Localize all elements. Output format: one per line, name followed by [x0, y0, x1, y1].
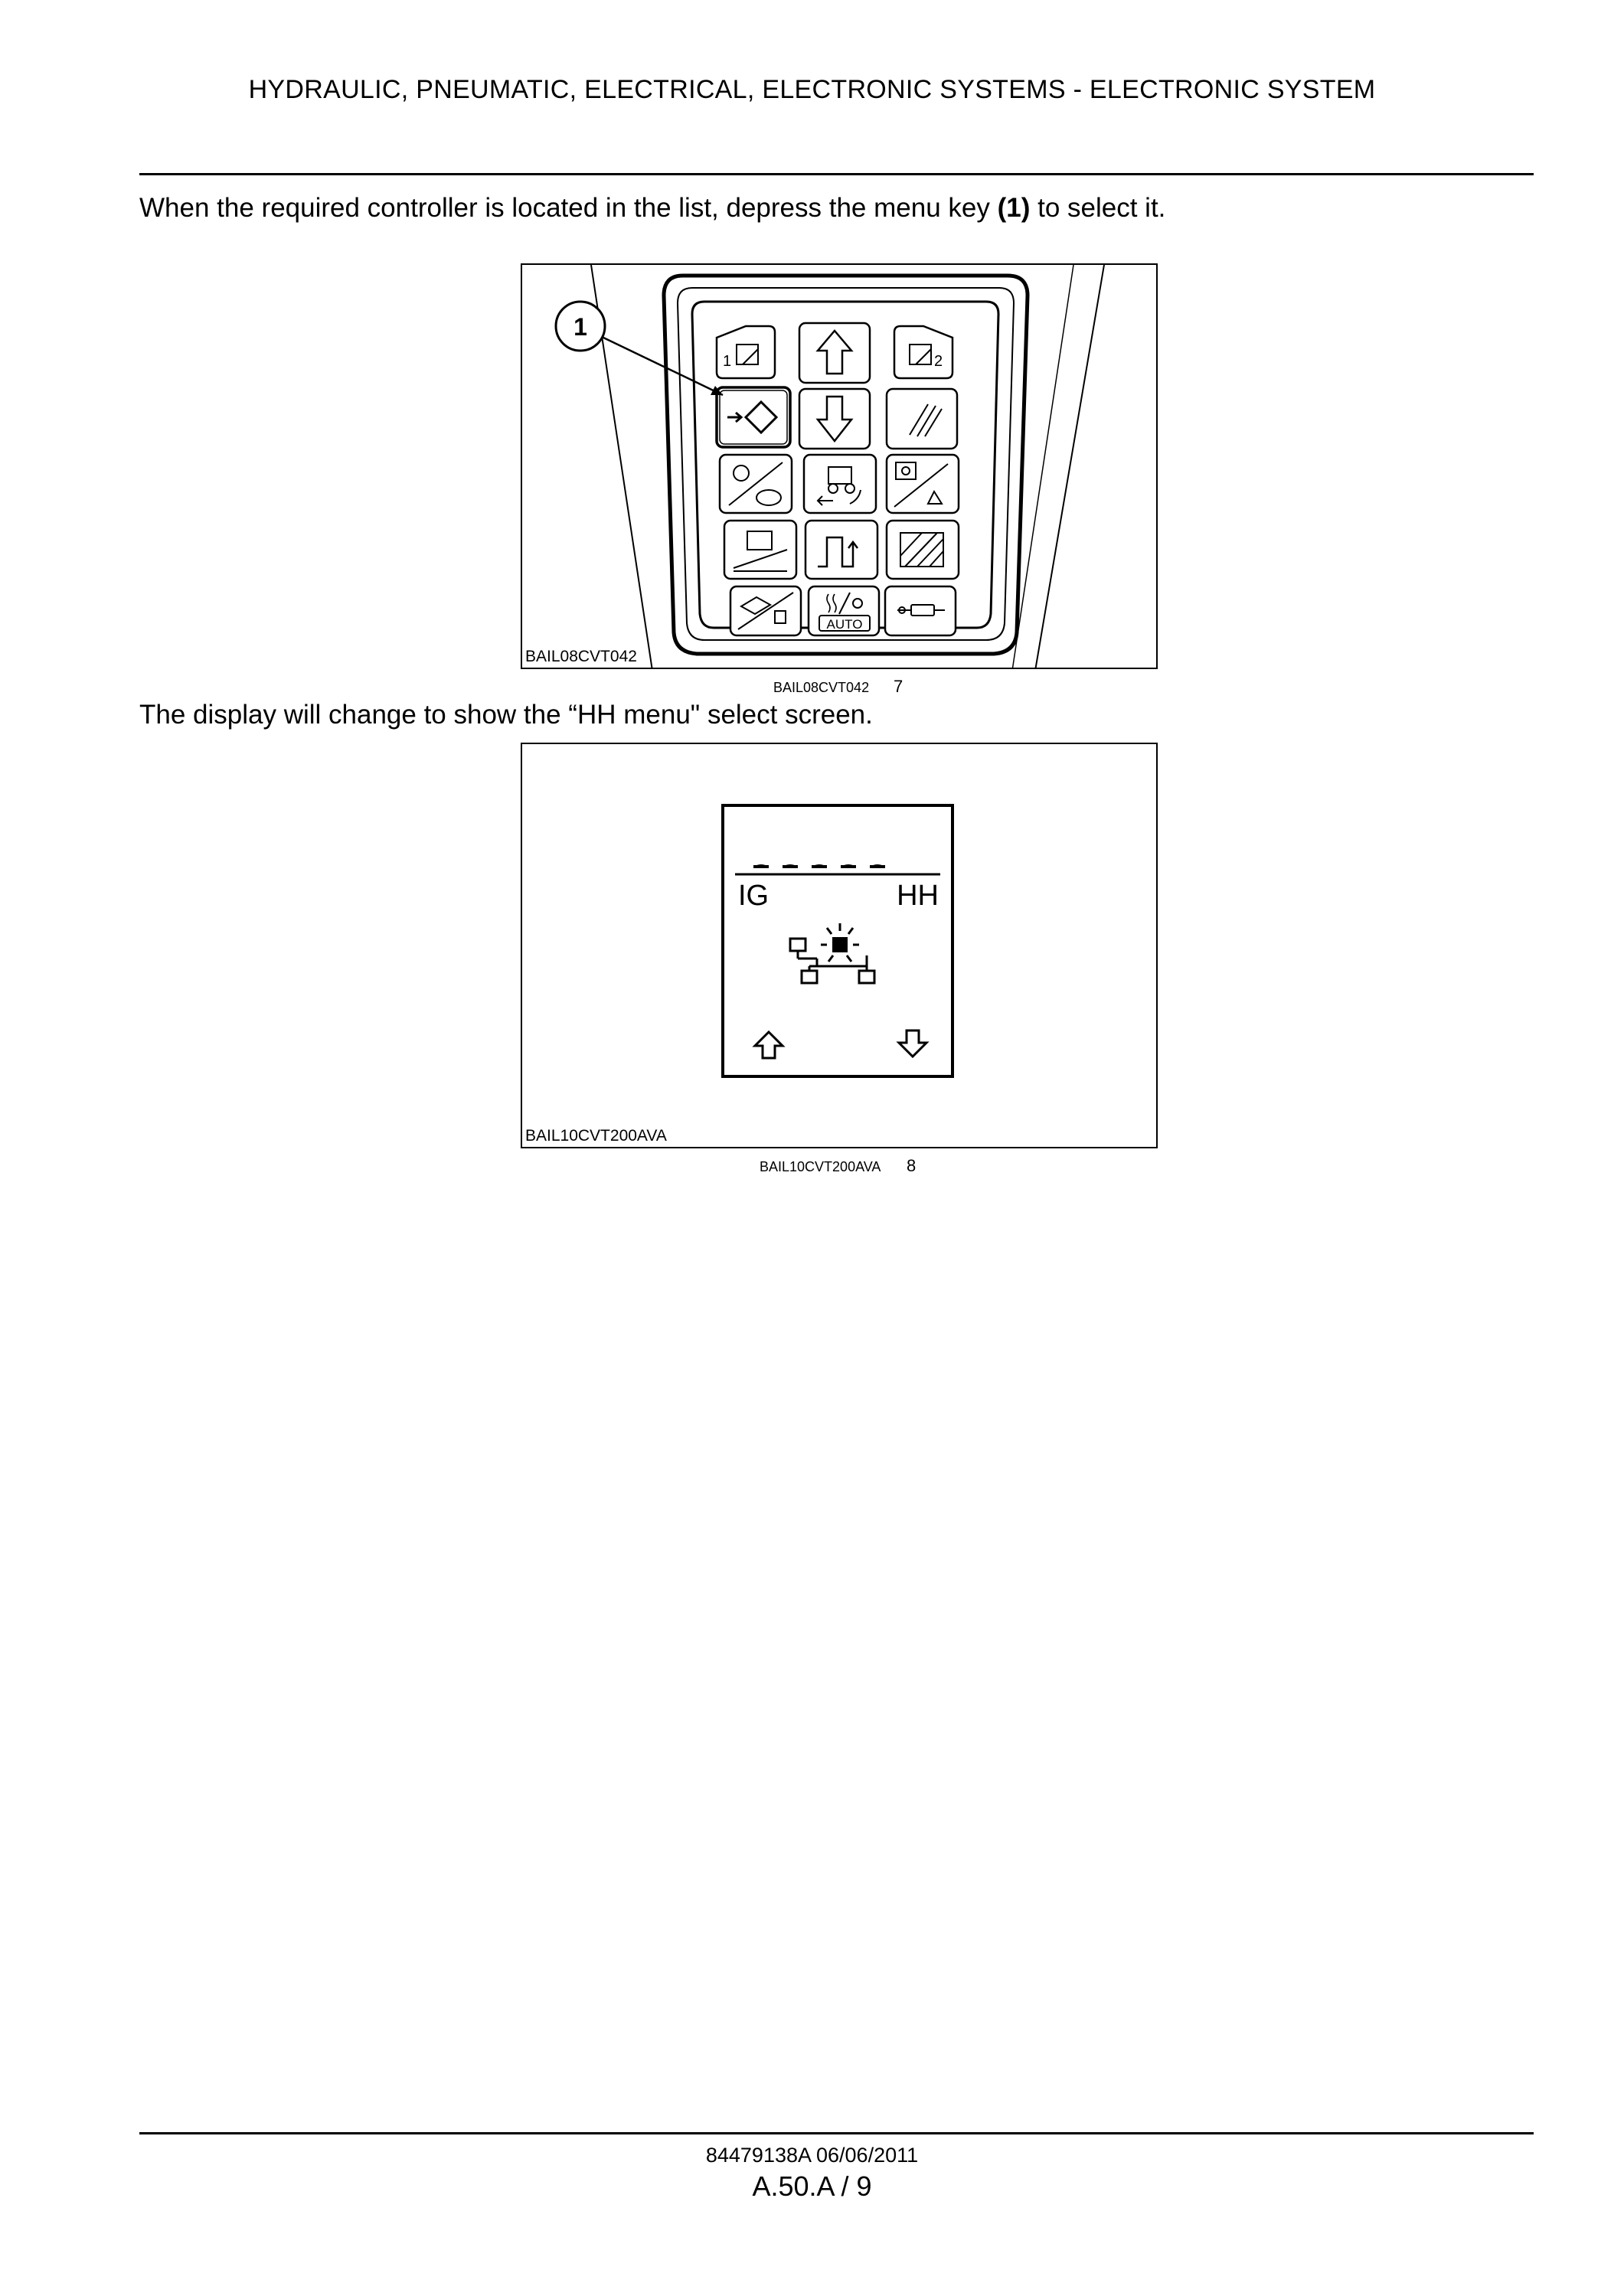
document-code: 84479138A 06/06/2011	[705, 2144, 919, 2167]
field-mode-key[interactable]	[730, 586, 801, 635]
display-change-paragraph: The display will change to show the “HH menu" select screen.	[139, 700, 873, 730]
screen-label-ig: IG	[738, 880, 770, 912]
menu-key-reference: (1)	[997, 193, 1031, 223]
climate-auto-key[interactable]	[809, 586, 879, 635]
header-rule	[139, 173, 1534, 175]
figure-display	[521, 743, 1158, 1148]
figure-7-caption-code: BAIL08CVT042	[773, 680, 870, 695]
key-label-2: 2	[934, 353, 943, 370]
menu-key[interactable]	[717, 387, 790, 447]
instruction-text-end: to select it.	[1030, 193, 1166, 223]
console-edge-right	[1035, 265, 1104, 669]
arrow-up-key[interactable]	[799, 323, 870, 383]
hitch-key[interactable]	[724, 521, 796, 579]
auto-label: AUTO	[826, 617, 863, 632]
engine-speed-key[interactable]	[720, 455, 792, 513]
keypad-illustration	[522, 265, 1158, 669]
screen-1-key[interactable]	[717, 326, 775, 378]
tractor-reverse-key[interactable]	[804, 455, 876, 513]
figure-8-code: BAIL10CVT200AVA	[525, 1127, 667, 1145]
cylinder-key[interactable]	[885, 586, 956, 635]
headland-key[interactable]	[805, 521, 877, 579]
page-number: A.50.A / 9	[752, 2170, 872, 2202]
cancel-key[interactable]	[887, 389, 957, 449]
footer-rule	[139, 2132, 1534, 2134]
screen-2-key[interactable]	[894, 326, 953, 378]
arrow-down-key[interactable]	[799, 389, 870, 449]
figure-7-number: 7	[894, 677, 903, 696]
key-label-1: 1	[723, 353, 732, 370]
figure-8-caption-code: BAIL10CVT200AVA	[760, 1159, 881, 1174]
figure-8-number: 8	[907, 1156, 917, 1175]
section-title: HYDRAULIC, PNEUMATIC, ELECTRICAL, ELECTRONIC SYSTEMS - ELECTRONIC SYSTEM	[248, 75, 1376, 104]
figure-7-code: BAIL08CVT042	[525, 648, 637, 665]
instruction-text-start: When the required controller is located in the list, depress the menu key	[139, 193, 998, 223]
screen-label-hh: HH	[897, 880, 939, 912]
display-illustration	[522, 744, 1158, 1148]
hatched-key[interactable]	[887, 521, 959, 579]
callout-number: 1	[573, 313, 587, 341]
figure-keypad	[521, 263, 1158, 669]
implement-settings-key[interactable]	[887, 455, 959, 513]
instruction-paragraph	[139, 193, 1165, 224]
